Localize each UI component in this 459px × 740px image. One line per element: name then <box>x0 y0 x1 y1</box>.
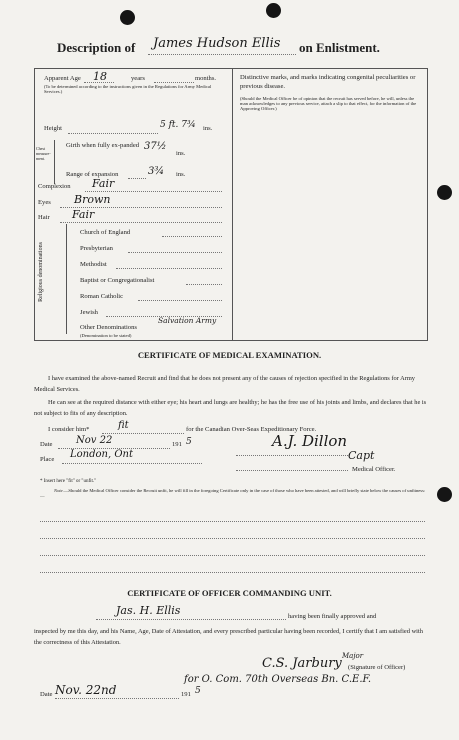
medical-note-bold: Note. <box>54 488 64 493</box>
religion-side-label: Religious denominations <box>38 242 44 302</box>
officer-heading: CERTIFICATE OF OFFICER COMMANDING UNIT. <box>127 588 332 598</box>
girth-unit: ins. <box>176 150 186 157</box>
height-label: Height <box>44 125 62 132</box>
officer-for-value: for O. Com. 70th Overseas Bn. C.E.F. <box>184 674 372 685</box>
months-label: months. <box>195 75 217 82</box>
expansion-value: 3¾ <box>148 166 165 177</box>
place-value: London, Ont <box>70 449 133 460</box>
religion-other-note: (Denomination to be stated) <box>80 333 132 338</box>
girth-label: Girth when fully ex-panded <box>66 142 140 149</box>
officer-date-value: Nov. 22nd <box>55 683 117 697</box>
distinctive-marks-label: Distinctive marks, and marks indicating congenital peculiarities or previous disease. <box>240 74 416 90</box>
complexion-value: Fair <box>92 177 115 190</box>
fit-footnote: * Insert here "fit" or "unfit." <box>40 479 97 484</box>
title-name: James Hudson Ellis <box>153 36 281 51</box>
distinctive-marks-note: (Should the Medical Officer be of opinion that the recruit has served before, he will, unless the man acknowledges to any previous service, attach a slip to that effect, for the information of the Approving Officer.) <box>240 96 417 112</box>
eyes-value: Brown <box>74 193 111 206</box>
age-note: (To be determined according to the instructions given in the Regulations for Army Medical Services.) <box>44 84 212 95</box>
binder-hole-right-upper <box>437 185 452 200</box>
years-label: years <box>131 75 145 82</box>
date-year-prefix: 191 <box>172 441 182 448</box>
religion-roman-catholic: Roman Catholic <box>80 293 124 300</box>
expansion-unit: ins. <box>176 171 186 178</box>
religion-jewish: Jewish <box>80 309 98 316</box>
officer-line1-tail: having been finally approved and <box>288 613 377 620</box>
officer-date-year-prefix: 191 <box>181 691 191 698</box>
commanding-officer-signature: C.S. Jarbury <box>262 656 342 671</box>
age-value: 18 <box>93 70 107 83</box>
binder-hole-right-lower <box>437 487 452 502</box>
hair-label: Hair <box>38 214 50 221</box>
medical-officer-rank: Capt <box>348 449 375 462</box>
religion-side-label-box <box>34 242 60 320</box>
place-label: Place <box>40 456 55 463</box>
date-label: Date <box>40 441 53 448</box>
medical-note <box>40 488 428 498</box>
height-unit: ins. <box>203 125 213 132</box>
medical-officer-signature: A.J. Dillon <box>272 432 348 450</box>
medical-para-2: He can see at the required distance with either eye; his heart and lungs are healthy; he has the free use of his joints and limbs, and declares that he is not subject to fits of any description. <box>34 399 427 417</box>
consider-value: fit <box>118 420 129 431</box>
officer-recruit-name: Jas. H. Ellis <box>116 604 181 617</box>
complexion-label: Complexion <box>38 183 71 190</box>
religion-methodist: Methodist <box>80 261 107 268</box>
eyes-label: Eyes <box>38 199 51 206</box>
consider-label: I consider him* <box>48 426 90 433</box>
for-force-label: for the Canadian Over-Seas Expeditionary Force. <box>186 426 317 433</box>
height-value: 5 ft. 7¾ <box>160 120 196 130</box>
age-label: Apparent Age <box>44 75 81 82</box>
officer-signature-label: (Signature of Officer) <box>348 664 406 671</box>
binder-hole-top-right <box>266 3 281 18</box>
medical-officer-label: Medical Officer. <box>352 466 396 473</box>
hair-value: Fair <box>72 208 95 221</box>
religion-presbyterian: Presbyterian <box>80 245 113 252</box>
chest-side-label: Chest measure-ment. <box>36 146 51 161</box>
girth-value: 37½ <box>144 141 167 152</box>
chest-bracket <box>54 140 55 184</box>
officer-para: inspected by me this day, and his Name, Age, Date of Attestation, and every prescribed particular having been recorded, I certify that I am satisfied with the correctness of this Attestation. <box>34 628 423 646</box>
religion-church-of-england: Church of England <box>80 229 131 236</box>
medical-note-text: —Should the Medical Officer consider the Recruit unfit, he will fill in the foregoing Certificate only in the case of those who have been attested, and will briefly state below the causes of unfitness:— <box>40 488 426 499</box>
expansion-label: Range of expansion <box>66 171 119 178</box>
table-top-border <box>34 68 428 69</box>
title-suffix: on Enlistment. <box>299 40 380 55</box>
officer-date-year-value: 5 <box>195 686 201 696</box>
binder-hole-top-left <box>120 10 135 25</box>
commanding-officer-rank: Major <box>342 652 364 660</box>
table-bottom-border <box>34 340 428 341</box>
table-divider <box>232 68 233 340</box>
title-prefix: Description of <box>57 40 136 55</box>
religion-other-value: Salvation Army <box>158 316 217 325</box>
religion-other-label: Other Denominations <box>80 324 137 331</box>
religion-bracket <box>66 224 67 334</box>
officer-date-label: Date <box>40 691 53 698</box>
medical-para-1: I have examined the above-named Recruit and find that he does not present any of the causes of rejection specified in the Regulations for Army Medical Services. <box>34 375 415 393</box>
table-right-border <box>427 68 428 340</box>
religion-baptist: Baptist or Congregationalist <box>80 277 155 284</box>
medical-heading: CERTIFICATE OF MEDICAL EXAMINATION. <box>137 350 322 360</box>
date-value: Nov 22 <box>76 435 113 446</box>
date-year-value: 5 <box>186 437 192 447</box>
